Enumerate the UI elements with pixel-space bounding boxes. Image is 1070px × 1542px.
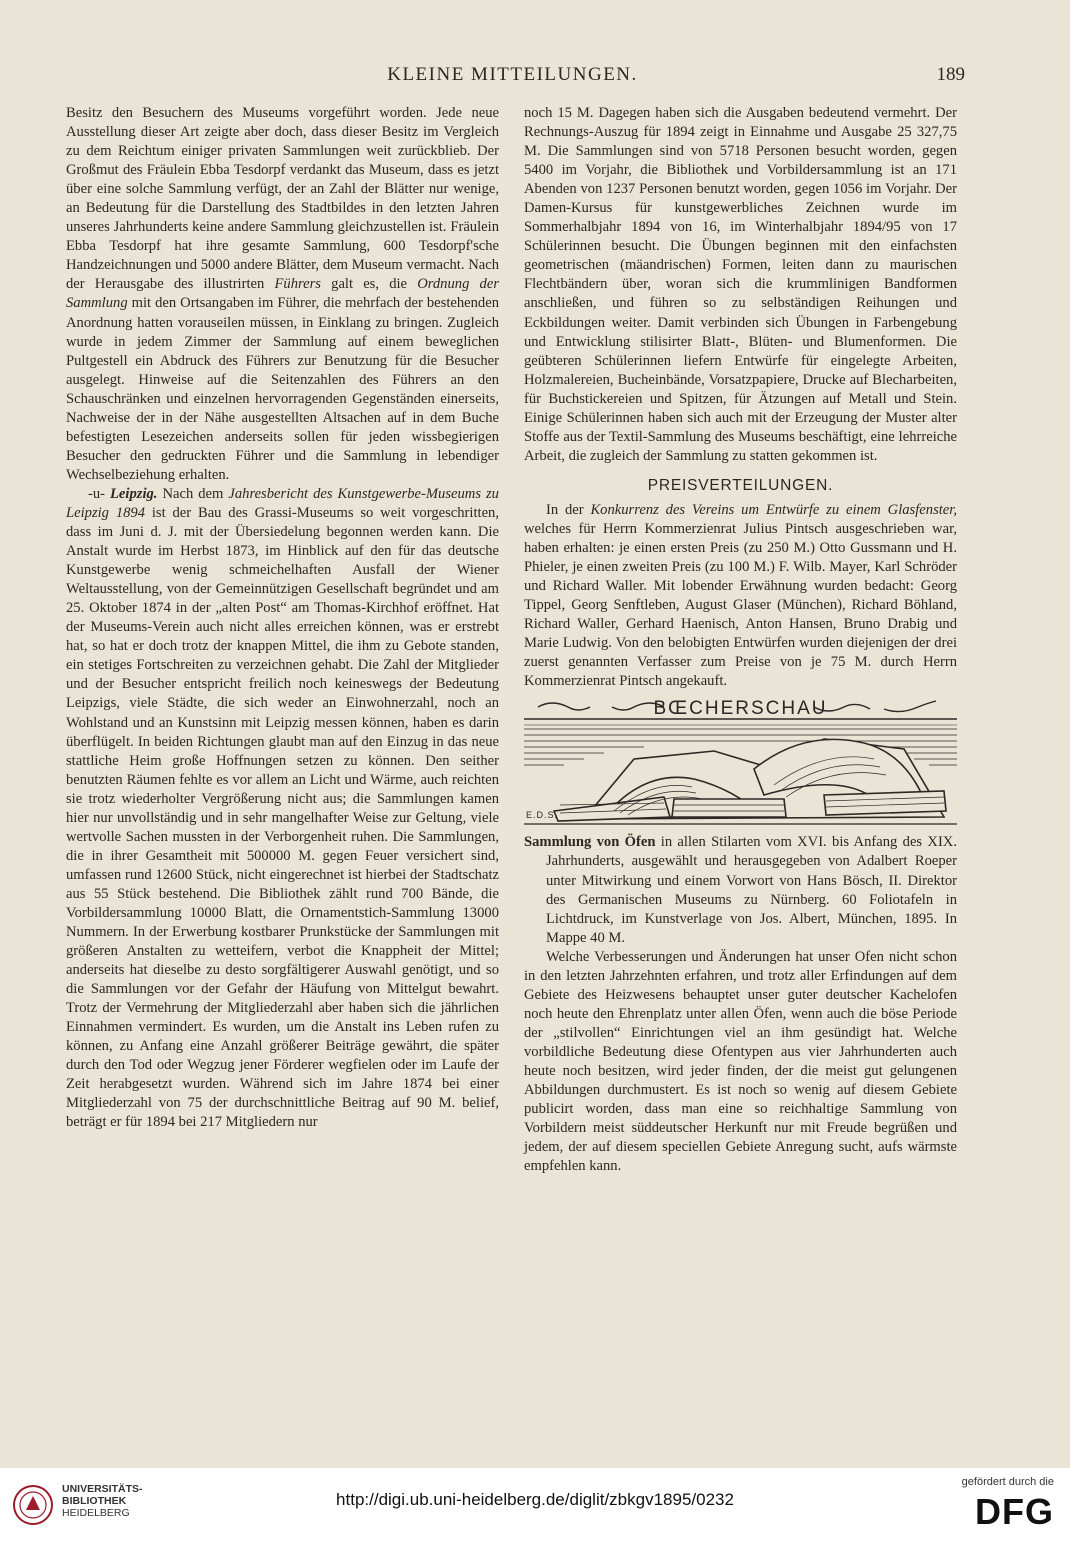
source-url-link[interactable]: http://digi.ub.uni-heidelberg.de/diglit/zbkgv1895/0232 [336,1490,734,1509]
bucherschau-heading: BŒCHERSCHAU [653,698,828,720]
dfg-logo: DFG [975,1491,1054,1532]
funding-note: gefördert durch die [961,1476,1054,1488]
leipzig-heading: Leipzig. [110,485,158,502]
left-column [66,104,499,1133]
page-number: 189 [936,64,965,85]
paragraph-tesdorpf: Besitz den Besuchern des Museums vorgeführt worden. Jede neue Ausstellung dieser Art zeigte aber doch, dass dieser Besitz im Vergleich zu dem Reichtum einiger privaten Sammlungen weit zurückblieb. Der Großmut des Fräulein Ebba Tesdorpf verdankt das Museum, dass es jetzt über eine solche Sammlung verfügt, der an Zahl der Blätter nur wenige, an Bedeutung für die Darstellung des Stadtbildes in den letzten Jahren unseres Jahrhunderts keine andere Sammlung gleichzustellen ist. Fräulein Ebba Tesdorpf hat ihre gesamte Sammlung, 600 Tesdorpf'sche Handzeichnungen und 5000 andere Blätter, dem Museum vermacht. Nach der Herausgabe des illustrirten Führers galt es, die Ordnung der Sammlung mit den Ortsangaben im Führer, die mehrfach der bestehenden Anordnung hatten vorauseilen müssen, in Einklang zu bringen. Zugleich wurde in jedem Zimmer der Sammlung auf einem beweglichen Pultgestell ein Abdruck des Führers zur Benutzung für die Besucher ausgelegt. Hinweise auf die Seitenzahlen des Führers an den Schauschränken und einzelnen hervorragenden Gegenständen einerseits, Nachweise der in der Nähe ausgestellten Altsachen auf in dem Buche befestigten Lesezeichen anderseits sollen für jeden wissbegierigen Besucher den gedruckten Führer und die Sammlung in lebendiger Wechselbeziehung erhalten. [66,105,499,483]
paragraph-leipzig: -u- Leipzig. Nach dem Jahresbericht des Kunstgewerbe-Museums zu Leipzig 1894 ist der Bau des Grassi-Museums so weit vorgeschritten, dass im Juni d. J. mit der Übersiedelung begonnen werden kann. Die Anstalt wurde im Herbst 1873, im Hinblick auf den für das deutsche Kunstgewerbe wenig schmeichelhaften Ausfall der Wiener Weltausstellung, von der Gemeinnützigen Gesellschaft begründet und am 25. Oktober 1874 in der „alten Post“ am Thomas-Kirchhof eröffnet. Hat der Museums-Verein auch nicht alles erreichen können, was er erstrebt hat, so hat er doch trotz der knappen Mittel, die ihm zu Gebote standen, ein stetiges Fortschreiten zu verzeichnen gehabt. Die Zahl der Mitglieder und der Besucher entspricht freilich noch keineswegs der Bedeutung Leipzigs, viele Städte, die sich weder an Einwohnerzahl, noch an Wohlstand und an Kunstsinn mit Leipzig messen können, haben es darin überflügelt. In beiden Richtungen glaubt man auf den Einzug in das neue stattliche Heim große Hoffnungen setzen zu können. Den seither benutzten Räumen fehlte es vor allem an Licht und Wärme, auch reichten sie trotz wiederholter Vergrößerung nicht aus; die Sammlungen kamen hier nur unvollständig und in sehr mangelhafter Weise zur Geltung, viele wertvolle Sachen mussten in der Verborgenheit ruhen. Die Sammlungen, die in ihrer Gesamtheit mit 500000 M. gegen Feuer versichert sind, umfassen rund 12600 Stück, nicht eingerechnet ist hierbei der Stadtschatz aus 55 Stück bestehend. Die Bibliothek zählt rund 700 Bände, die Vorbildersammlung 10000 Blatt, die Ornamentstich-Sammlung 13000 Nummern. In der Erwerbung kostbarer Prunkstücke der Sammlungen mit größeren Anstalten zu wetteifern, verbot die Knappheit der Mittel; anderseits hat dieselbe zu desto sorgfältigerer Auswahl genötigt, und so die Sammlungen vor der Gefahr der Häufung von Mittelgut bewahrt. Trotz der Vermehrung der Mitgliederzahl aber haben sich die jährlichen Einnahmen vermindert. Es wurden, um die Anstalt ins Leben rufen zu können, zu Anfang eine Anzahl größerer Beiträge gewährt, die später durch den Tod oder Wegzug jener Förderer wegfielen oder im Laufe der Zeit herabgesetzt wurden. Während sich im Jahre 1874 bei einer Mitgliederzahl von 75 der durchschnittliche Beitrag auf 90 M. belief, beträgt er für 1894 bei 217 Mitgliedern nur [66,485,500,1131]
running-head [60,64,965,88]
bucherschau-illustration [524,699,957,827]
page-title: KLEINE MITTEILUNGEN. [387,64,638,85]
section-heading-preisverteilungen: PREISVERTEILUNGEN. [647,476,834,494]
paragraph-preise: In der Konkurrenz des Vereins um Entwürfe zu einem Glasfenster, welches für Herrn Kommerzienrat Julius Pintsch ausgeschrieben war, haben erhalten: je einen ersten Preis (zu 250 M.) Otto Gussmann und H. Phieler, je einen zweiten Preis (zu 100 M.) F. Wilb. Mayer, Karl Schröder und Richard Waller. Mit lobender Erwähnung wurden bedacht: Georg Tippel, Georg Senftleben, August Glaser (München), Richard Böhland, Richard Waller, Gerhard Haenisch, Anton Hansen, Bruno Drabig und Marie Ludwig. Von den belobigten Entwürfen wurden diejenigen der drei zuerst genannten Verfasser zum Preise von je 75 M. durch Herrn Kommerzienrat Pintsch angekauft. [524,501,957,690]
artist-signature: E.D.S. [526,810,559,821]
footer-bar [0,1468,1070,1542]
library-name: UNIVERSITÄTS- BIBLIOTHEK HEIDELBERG [62,1483,143,1519]
book-entry: Sammlung von Öfen in allen Stilarten vom XVI. bis Anfang des XIX. Jahrhunderts, ausgewählt und herausgegeben von Adalbert Roeper unter Mitwirkung und einem Vorwort von Hans Bösch, II. Direktor des Germanischen Museums zu Nürnberg. 60 Foliotafeln in Lichtdruck, im Kunstverlage von Jos. Albert, München, 1895. In Mappe 40 M. [524,834,957,946]
right-column [524,104,957,1176]
book-title: Sammlung von Öfen [524,834,656,851]
paragraph-continuation: noch 15 M. Dagegen haben sich die Ausgaben bedeutend vermehrt. Der Rechnungs-Auszug für 1894 zeigt in Einnahme und Ausgabe 25 327,75 M. Die Sammlungen sind von 5718 Personen besucht worden, gegen 5400 im Vorjahr, die Bibliothek und Vorbildersammlung ist an 171 Abenden von 1237 Personen benutzt worden, gegen 1056 im Vorjahr. Der Damen-Kursus für kunstgewerbliches Zeichnen wurde im Sommerhalbjahr 1894 von 16, im Winterhalbjahr 1894/95 von 17 Schülerinnen besucht. Die Übungen beginnen mit den einfachsten geometrischen (mäandrischen) Formen, leiten dann zu maurischen Flechtbändern über, woran sich die krummlinigen Bandformen anschließen, und führen so zu selbständigen Reihungen und Eckbildungen weiter. Damit verbinden sich Übungen in Farbengebung und Entwicklung stilisirter Blatt-, Blüten- und Blumenformen. Die geübteren Schülerinnen liefern Entwürfe für eingelegte Arbeiten, Holzmalereien, Bucheinbände, Vorsatzpapiere, Drucke auf Blecharbeiten, für Buchstickereien und Spitzen, für Ätzungen auf Metall und Stein. Einige Schülerinnen haben sich auch mit der Erzeugung der Muster alter Stoffe aus der Textil-Sammlung des Museums beschäftigt, eine lehrreiche Arbeit, die zugleich der Sammlung zu statten gekommen ist. [524,105,957,464]
paragraph-review: Welche Verbesserungen und Änderungen hat unser Ofen nicht schon in den letzten Jahrzehnten erfahren, und trotz aller Erfindungen auf dem Gebiete des Heizwesens behauptet unser guter deutscher Kachelofen noch heute den Ehrenplatz unter allen Öfen, wenn auch die böse Periode der „stilvollen“ Einrichtungen viel an ihm gesündigt hat. Welche vorbildliche Bedeutung diese Ofentypen aus vier Jahrhunderten auch heute noch besitzen, wird jeder finden, der die meist gut gelungenen Abbildungen durchmustert. Es ist noch so wenig auf diesem Gebiete publicirt worden, dass man eine so reichhaltige Sammlung von Vorbildern meist süddeutscher Herkunft nur mit Freude begrüßen und jedem, der auf diesem speciellen Gebiete Anregung sucht, aufs wärmste empfehlen kann. [524,948,957,1175]
